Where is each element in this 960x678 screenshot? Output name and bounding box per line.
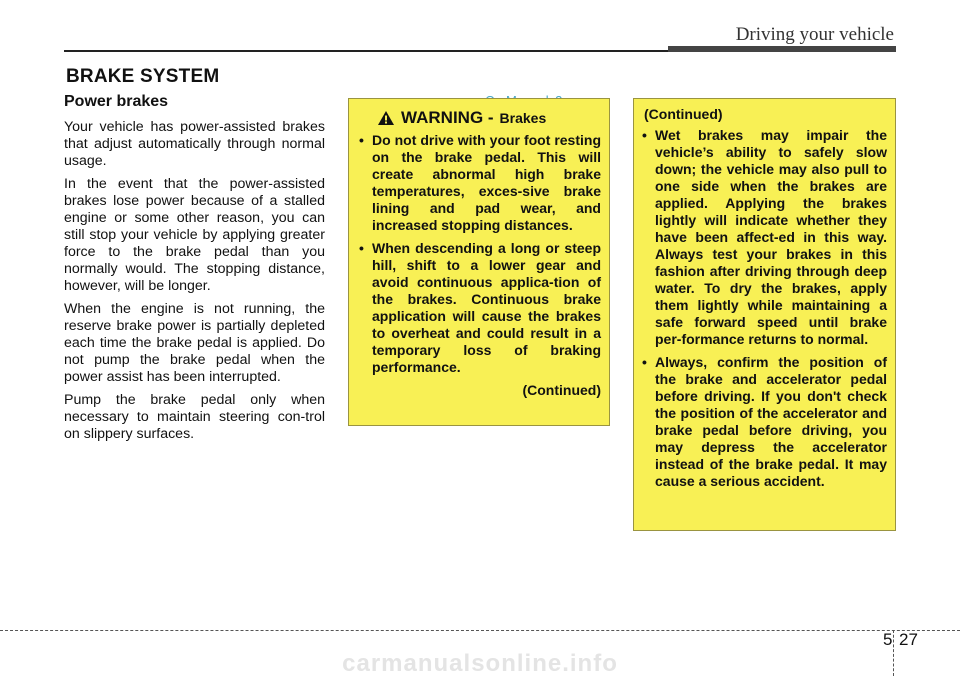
header-rule-accent [668, 46, 896, 52]
warning-bullet [642, 127, 887, 348]
paragraph: When the engine is not running, the reserve brake power is partially depleted each time the brake pedal is applied. Do not pump the brake pedal when the power assist has been interrupted. [64, 301, 325, 385]
site-watermark: carmanualsonline.info [342, 650, 618, 677]
power-brakes-column [64, 93, 325, 449]
warning-bullet [359, 240, 601, 376]
bullet-text: Always, confirm the position of the brake and accelerator pedal before driving. If you don't check the position of the accelerator and brake pedal before driving, you may depress the accelerator instead of the brake pedal. It may cause a serious accident. [655, 354, 887, 489]
continued-label: (Continued) [522, 382, 601, 398]
warning-label: WARNING - [401, 108, 494, 127]
warning-triangle-icon [377, 110, 395, 126]
warning-bullet [359, 132, 601, 234]
bullet-icon: • [359, 132, 364, 148]
bullet-icon: • [642, 354, 647, 370]
page-number: 27 [899, 630, 918, 649]
continued-heading: (Continued) [644, 106, 723, 122]
warning-box [348, 98, 610, 426]
warning-topic: Brakes [499, 110, 547, 126]
subhead: Power brakes [64, 93, 169, 110]
warning-header [377, 108, 601, 128]
continued-warning-box [633, 98, 896, 531]
bullet-text: Do not drive with your foot resting on the brake pedal. This will create abnormal high brake temperatures, exces-sive brake lining and pad wear, and increased stopping distances. [372, 132, 601, 233]
bullet-text: When descending a long or steep hill, shift to a lower gear and avoid continuous applica-tion of the brakes. Continuous brake application will cause the brakes to overheat and could result in a temporary loss of braking performance. [372, 240, 601, 375]
warning-bullet [642, 354, 887, 490]
running-header: Driving your vehicle [735, 24, 894, 45]
section-title: BRAKE SYSTEM [66, 66, 220, 87]
chapter-number: 5 [883, 630, 893, 649]
bullet-text: Wet brakes may impair the vehicle’s ability to safely slow down; the vehicle may also pull to one side when the brakes are applied. Applying the brakes lightly will indicate whether they have been affect-ed in this way. Always test your brakes in this fashion after driving through deep water. To dry the brakes, apply them lightly while maintaining a safe forward speed until brake per-formance returns to normal. [655, 127, 887, 347]
footer-rule [0, 630, 960, 631]
bullet-icon: • [642, 127, 647, 143]
paragraph: Pump the brake pedal only when necessary to maintain steering con-trol on slippery surfaces. [64, 392, 325, 442]
paragraph: Your vehicle has power-assisted brakes that adjust automatically through normal usage. [64, 119, 325, 169]
paragraph: In the event that the power-assisted brakes lose power because of a stalled engine or some other reason, you can still stop your vehicle by applying greater force to the brake pedal than you normally would. The stopping distance, however, will be longer. [64, 176, 325, 294]
header-rule [64, 50, 670, 52]
bullet-icon: • [359, 240, 364, 256]
